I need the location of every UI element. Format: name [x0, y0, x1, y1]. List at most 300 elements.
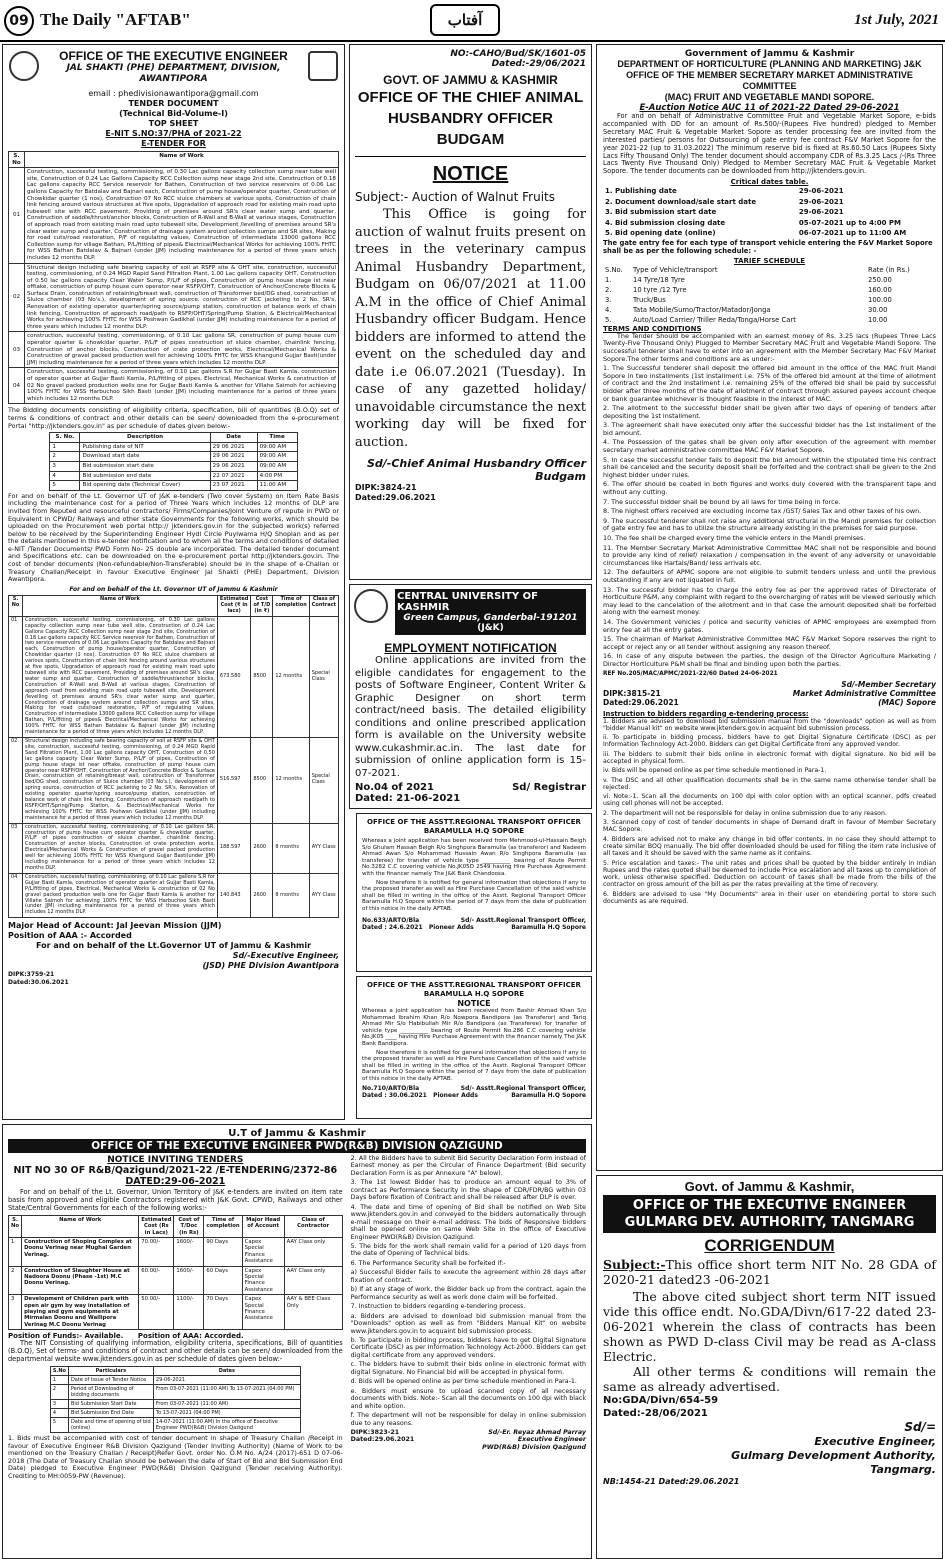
notice-body-2: Now therefore it is notified for general information that objections if any to the proposed transfer as well as Hire Purchase Cancellation of the said vehicle shall be filled in writing in the office of the Asstt. Regional Transport Officer Baramulla H.Q Sopore within the period of 7 days from the date of publication of this notice in the daily AFTAB. [362, 879, 586, 912]
cell: 8500 [251, 737, 273, 823]
term-item: 16. In case of any dispute between the parties, the design of the Director Agriculture Marketing / Director Horticulture P&M shall be final and binding upon both the parties. [603, 652, 936, 668]
cell: 09:00 AM [257, 452, 297, 462]
th: Name of Work [23, 596, 218, 617]
cell: Structural design including safe bearing capacity of soil at RSFP site & OHT site, construction, successful testing, commissioning, of 0.24 MGD Rapid Sand Filtration Plant, 1.00 Lac gallons capacity OHT, Construction of 0.50 lac gallons capacity Clear Water Sump, P/L/F of pipes, Construction of pump house stage ist near offtake, construction of pump house cum operator near RSFP/OHT, Construction of Anchor/Concrete Blocks & Surface Drain, construction of retaining/breast wall, construction of Transformer bed/DG shed, construction of Sluice chamber (03 No's.), development of spring source, construction of RCC jacketing to 2 No. SR's, Renovation of existing operator quarter/spring source/pump station, construction of balance work of chain link fencing, Construction of approach road/path to RSFP/OHT/Spring/Pump Station, & Electrical/Mechanical Works for achieving 100% FHTC for WSS Poshwan Gadikhal (under JJM) including maintenance for a period of three years which includes 12 months DLP. [25, 263, 339, 332]
ref-number: No:GDA/Divn/654-59 [603, 1395, 719, 1406]
university-employment-ad [349, 584, 592, 809]
signatory: Sd/-Chief Animal Husbandry Officer [366, 457, 586, 470]
cell: Truck/Bus [633, 295, 666, 304]
col-name: Name of Work [25, 152, 339, 168]
cell: 01 [9, 616, 23, 737]
terms-title: TERMS AND CONDITIONS [603, 324, 702, 333]
cell: 03 [9, 332, 25, 368]
th: Dates [153, 1366, 300, 1375]
notice-heading: NOTICE [457, 999, 491, 1008]
cell: 8500 [251, 616, 273, 737]
table-row [9, 616, 339, 737]
corrigendum-body: The above cited subject short term NIT issued vide this office endt. No.GDA/Divn/617-22 dated 23-06-2021 wherein the class of contracts has been shown as PWD D-class Civil may be read as A-class Electric. [603, 1289, 936, 1364]
cell: Bid Submission End Date [68, 1408, 153, 1417]
date-row [603, 186, 936, 197]
cell: 4:00 PM [257, 471, 297, 481]
cell: AYY Class [309, 823, 338, 873]
condition-item: 7. Instruction to bidders regarding e-tendering process. [350, 1303, 526, 1311]
notice-number: No.633/ARTO/Bla [362, 916, 420, 924]
notice-number: No.710/ARTO/Bla [362, 1084, 420, 1092]
issue-date: 1st July, 2021 [854, 12, 939, 28]
cell: 01 [9, 168, 25, 263]
instructions-list [603, 718, 936, 906]
cell: 09:00 AM [257, 442, 297, 452]
th: Cost of T/D (in ₹) [251, 596, 273, 617]
table-row [603, 315, 936, 325]
cell: 4. Bid submission closing date [605, 218, 726, 227]
cell: 12 months [273, 616, 309, 737]
office-title: OFFICE OF THE CHIEF ANIMAL HUSBANDRY OFFICER BUDGAM [357, 89, 584, 148]
masthead-logo: آفتاب [430, 4, 500, 36]
instructions-title: Instruction to bidders regarding e-tendering process: [603, 709, 809, 718]
th: S. No [9, 596, 23, 617]
date-row [603, 197, 936, 208]
th: Type of Vehicle/transport [633, 265, 718, 274]
cell: 29 06 2021 [210, 461, 257, 471]
date-row [603, 228, 936, 239]
th: Time of completion [273, 596, 309, 617]
cell: Period of Downloading of bidding documents [68, 1384, 153, 1399]
cell: 1. [605, 275, 612, 284]
cell: AAY Class only [284, 1266, 342, 1295]
ref-number: REF No.205/MAC/APMC/2021-22/60 Dated 24-06-2021 [603, 670, 778, 677]
signatory-place: Tangmarg. [870, 1463, 936, 1476]
cell: 29-06-2021 [798, 208, 844, 217]
th: S. No [9, 1215, 22, 1237]
condition-item: b. To participate in bidding process, bidders have to get Digital Signature Certificate (DSC) as per Information Technology Act-2000. Bidders can get digital certificate from any approved vendors. [350, 1336, 586, 1359]
term-item: 6. The offer should be coated in both figures and works duly covered with the transparent tape and without any cutting. [603, 480, 936, 497]
table-row [603, 305, 936, 315]
cell: AAY Class only [284, 1237, 342, 1266]
paragraph: For and on behalf of the Lt. Governor UT of J&K e-tenders (Two cover System) on Item Rate Basis including the maintenance cost for a period of Three Years which includes 12 months of DLP are invited from Reputed and resourceful contractors/ Firms/Companies/Joint Venture of repute in PWD or Equivalent in CPWD/ Railways and other state Governments for the following works, which should be uploaded on the Procurement web portal http:// jktenders.gov.in for the subjected work(s) referred below to be received by the Superintending Engineer Hydl Circle Puylwama H/Q Shopian and as per the details mentioned in this e-tender notification and to whom all the terms and conditions of detailed e-NIT /Tender Documents/ PWD Form No- 25 double are incorporated. The detailed tender document and Specifications etc. can be downloaded on the e-procurement portal http://jktenders.gov.in. The cost of tender documents (Non-refundable/Non-Transferable) should be in the shape of e-Challan or Treasury Challan/Receipt in favour Executive Engineer Jal Shakti (PHE) Department, Division Awantipora. [8, 491, 339, 584]
table-row [9, 263, 339, 332]
term-item: 2. The allotment to the successful bidder shall be given after two days of opening of tenders after depositing the 1st installment. [603, 404, 936, 420]
behalf-line: For and on behalf of the Lt. Governor UT of Jammu & Kashmir [69, 585, 278, 593]
nit-date: DATED:29-06-2021 [125, 1176, 226, 1187]
table-row [9, 168, 339, 263]
cell: Publishing date of NIT [80, 442, 210, 452]
th: Name of Work [22, 1215, 139, 1237]
cell: 3 [9, 1295, 22, 1330]
cell: 3 [50, 461, 80, 471]
condition-item: d. Bids will be opened online as per time schedule mentioned in Para-1. [350, 1378, 577, 1386]
table-row [50, 1384, 300, 1399]
cell: Capex Special Finance Assistance [242, 1295, 284, 1330]
th: Date [210, 433, 257, 443]
cell: 1 [50, 442, 80, 452]
cell: construction, successful testing, commissioning, of 0.10 Lac gallons SR, construction of pump house cum operator quarter & chowkidar quarter, P/L/F of pipes construction of sluice chamber, chainlink fencing, Construction of anchor blocks, Construction of crate protection works, Electrical/Mechanical Works & Construction of gravel packed production well for achieving 100% FHTC for WSS Khangund Gujjar Basti(under JJM) including maintenance for a period of three years which includes 12 months DLP. [25, 332, 339, 368]
cell: Capex Special Finance Assistance [242, 1237, 284, 1266]
table-row [603, 275, 936, 285]
place: Budgam [535, 470, 586, 483]
email: email : phedivisionawantipora@gmail.com [88, 89, 259, 98]
cell: 90 Days [204, 1237, 242, 1266]
th: Particulars [68, 1366, 153, 1375]
dipk-date: Dated:29.06.2021 [603, 697, 679, 707]
condition-item: a. Bidders are advised to download bid submission manual from the "Downloads" option as well as from "Bidders Manual Kit" on website www.jktenders.gov.in to acquaint bid submission process. [350, 1312, 586, 1335]
term-item: 12. The defaulters of APMC sopore are not eligible to submit tenders unless and until the previous outstanding if any are not liquated in full. [603, 568, 936, 584]
arto-notice-2 [356, 976, 592, 1119]
top-sheet: TOP SHEET [148, 119, 199, 128]
term-item: 7. The successful bidder shall be bound by all laws for time being in force. [603, 497, 841, 506]
th: Time of completion [204, 1215, 242, 1237]
cell: Construction, successful testing, commissioning, of 0.30 Lac gallons capacity collection sump near tube well site, Construction of 0.24 Lac Gallons Capacity RCC Collection sump near stage 2nd site, Construction of 0.18 Lac gallons capacity RCC Service reservoir for Bathen, Construction of two service reservoirs of 0.06 Lac gallons Capacity for Batdalav and Bajnari each, Construction of pump house/operator quarter, Construction of Chowkidar quarter (1 nos), Construction 07 No RCC sluice chambers at various spots, Construction of chain link fencing around various structures at five spots, Upgradation of approach road for existing main road upto tubewell site with RCC pavement, Providing of premises around SR's clear water sump and quarter, Construction of saddle/thrust/anchor blocks, Construction of R-Wall and B-Wall at various stages, Construction of approach road from existing main road upto tubewell site, Development /levelling of premises around SR's clear water sump and quarter, Construction of drainage system around collection sumps and SR sites, Making for road cuts/road restoration, P/F of regulating values, Construction of intermediate 13000 gallons RCC Collection sump for village Bathan, P/L/fitting of pipes& Electrical/Mechanical Works for achieving 100% FHTC for WSS Bathan Batdalav & Bajnari (under JJM) including maintenance for a period of three years which includes 12 months DLP. [25, 168, 339, 263]
cell: Construction, successful testing, commissioning, of 0.10 Lac gallons S.R for Gujjar Basti Kamla, construction of operator quarter at Gujjar Basti Kamla, P/L/fitting of pipes, Electrical, Mechanical Works & construction of 02 No gravel packed production wells one for Gujjar Basti Kamla & another for Villahe Saimoh for achieving 100% FHTC for WSS Harbuchoo Sikh Basti (under JJM) including maintenance for a period of three years which includes 12 months DLP. [23, 873, 218, 917]
nb-number: NB:1454-21 Dated:29.06.2021 [603, 1477, 740, 1486]
term-item: 3. The agreement shall have executed only after the successful bidder has the 1st installment of the bid amount. [603, 421, 936, 437]
dipk-date: Dated:29.06.2021 [350, 1436, 415, 1444]
behalf-line: For and on behalf of the Lt.Governor UT of Jammu & Kashmir [35, 941, 312, 951]
condition-item: f. The department will not be responsible for delay in online submission due to any reasons. [350, 1412, 586, 1427]
cell: 02 [9, 263, 25, 332]
cell: 10 tyre /12 Tyre [633, 285, 687, 294]
cell: Structural design including safe bearing capacity of soil at RSFP site & OHT site, construction, successful testing, commissioning, of 0.24 MGD Rapid Sand Filtration Plant, 1.00 Lac gallons capacity OHT, Construction of 0.50 lac gallons capacity Clear Water Sump, P/L/F of pipes, Construction of pump house stage ist near offtake, construction of pump house cum operator near RSFP/OHT, Construction of Anchor/Concrete Blocks & Surface Drain, construction of retaining/breast wall, construction of Transformer bed/DG shed, construction of Sluice chamber (03 No's.), development of spring source, construction of RCC jacketing to 2 No. SR's, Renovation of existing operator quarter/spring source/pump station, construction of balance work of chain link fencing, Construction of approach road/path to RSFP/OHT/Spring/Pump Station, & Electrical/Mechanical Works for achieving 100% FHTC for WSS Poshwan Gadikhal (under JJM) including maintenance for a period of three years which includes 12 months DLP. [23, 737, 218, 823]
instruction-item: vi. Note:-1. Scan all the documents on 100 dpi with color option with an optical scanner, pdfs created using cell phones will not be accepted. [603, 793, 936, 808]
signatory-office: (JSD) PHE Division Awantipora [202, 961, 339, 971]
instruction-item: 3. Scanned copy of cost of tender documents in shape of Demand draft in favour of Member Secretary MAC Sopore. [603, 819, 936, 834]
cell: 5 [50, 1417, 68, 1432]
dipk-number: DIPK:3823-21 [350, 1428, 400, 1436]
table-row [50, 1375, 300, 1384]
cell: Bid Submission Start Date [68, 1399, 153, 1408]
condition-item: 3. The 1st lowest Bidder has to produce an amount equal to 3% of contract as Performance Security in the shape of CDR/FDR/BG within 03 Days before fixation of Contract and shall be released after DLP is over. [350, 1179, 586, 1202]
cell: 2600 [251, 823, 273, 873]
table-row [50, 481, 297, 491]
table-row [50, 471, 297, 481]
th: Cost of T/Doc (in Rs) [174, 1215, 204, 1237]
cell: 2 [50, 452, 80, 462]
cell: 10.00 [868, 315, 888, 324]
cell: 1 [50, 1375, 68, 1384]
cell: 29-06-2021 [798, 197, 844, 206]
th: S.No [50, 1366, 68, 1375]
cell: Tata Mobile/Sumo/Tractor/Matador/Jonga [633, 305, 771, 314]
cell: 188.597 [217, 823, 250, 873]
term-item: 14. The Government vehicles / police and security vehicles of APMC employees are exempted from entry fee at all the entry gates. [603, 617, 936, 634]
cell: Date of Issue of Tender Notice [68, 1375, 153, 1384]
gov-name: Government of Jammu & Kashmir [684, 49, 855, 59]
paragraph: The NIT Consisting of qualifying information, eligibility criteria, specifications, Bill of quantities (B.O.Q), Set of terms- and conditions of contract and other details can be seen/ downloaded from the departmental website www.jktenders.gov.in as per schedule of dates given below:- [8, 1339, 343, 1364]
pwd-qazigund-nit [2, 1124, 592, 1559]
cell: 30.00 [868, 305, 888, 314]
instruction-item: 1. Bidders are advised to download bid submission manual from the "downloads" option as well as from "bidder Manual kit" on website www.jktenders.gov.in acquaint bid submission process. [603, 717, 936, 732]
right-column [351, 1155, 586, 1483]
cell: 8 months [273, 873, 309, 917]
phe-tender-ad [2, 44, 345, 1120]
cell: Construction of Slaughter House at Nadoora Doonu (Phase -1st) M.C Doonu Verinag. [22, 1266, 139, 1295]
notification-number: No.04 of 2021 [355, 782, 434, 793]
table-row [50, 1408, 300, 1417]
cell: Construction, successful testing, commissioning, of 0.30 Lac gallons capacity collection sump near tube well site, Construction of 0.24 Lac Gallons Capacity RCC Collection sump near stage 2nd site, Construction of 0.18 Lac gallons capacity RCC Service reservoir for Bathen, Construction of two service reservoirs of 0.06 Lac gallons Capacity for Batdalav and Bajnari each, Construction of pump house/operator quarter, Construction of Chowkidar quarter (1 nos), Construction 07 No RCC sluice chambers at various spots, Construction of chain link fencing around various structures at five spots, Upgradation of approach road for existing main road upto tubewell site with RCC pavement, Providing of premises around SR's clear water sump and quarter, Construction of saddle/thrust/anchor blocks, Construction of R-Wall and B-Wall at various stages, Construction of approach road from existing main road upto tubewell site, Development /levelling of premises around SR's clear water sump and quarter, Construction of drainage system around collection sumps and SR sites, Making for road cuts/road restoration, P/F of regulating values, Construction of intermediate 13000 gallons RCC Collection sump for village Bathan, P/L/fitting of pipes& Electrical/Mechanical Works for achieving 100% FHTC for WSS Bathan Batdalav & Bajnari (under JJM) including maintenance for a period of three years which includes 12 months DLP. [23, 616, 218, 737]
cell: 100.00 [868, 295, 892, 304]
arto-notice-1 [356, 813, 592, 972]
dept-name: DEPARTMENT OF HORTICULTURE (PLANNING AND MARKETING) J&K [617, 59, 922, 69]
cell: AAY & BEE Class Only [284, 1295, 342, 1330]
ut-name: U.T of Jammu & Kashmir [228, 1128, 366, 1139]
office-title: OFFICE OF THE ASSTT.REGIONAL TRANSPORT OFFICER BARAMULLA H.Q SOPORE [367, 981, 581, 998]
cell: 60.00/- [139, 1266, 174, 1295]
office-name: OFFICE OF THE MEMBER SECRETARY MARKET ADMINISTRATIVE COMMITTEE [626, 70, 913, 91]
table-row [50, 1417, 300, 1432]
signatory: Sd/-Member Secretary [841, 679, 936, 689]
notification-date: Dated: 21-06-2021 [355, 793, 461, 804]
signatory: Sd/-Er. Reyaz Ahmad Parray [488, 1428, 586, 1436]
cell: 05-07-2021 up to 4:00 PM [798, 218, 902, 227]
aaa-position: Position of AAA: Accorded. [137, 1332, 244, 1341]
cell: 29-06-2021 [153, 1375, 300, 1384]
th: S. No. [50, 433, 80, 443]
gate-fee-line: The gate entry fee for each type of transport vehicle entering the F&V Market Sopore shall be as per the following schedule: - [603, 238, 933, 255]
cell: 3. Bid submission start date [605, 208, 717, 217]
signatory: Sd/ Registrar [512, 782, 586, 793]
cell: 516.597 [217, 737, 250, 823]
instruction-item: 5. Price escalation and taxes:- The unit rates and prices shall be quoted by the bidder entirely in Indian Rupees and the rates quoted shall be deemed to include Price escalation and all taxes up to completion of work, unless otherwise specified. Deduction on account of taxes shall be made from the bills of the contractor on gross amount of the bill as per the rates prevailing at the time of recovery. [603, 859, 936, 889]
dipk-date: Dated:30.06.2021 [8, 978, 69, 986]
university-logo-icon [354, 589, 388, 623]
table-row [603, 285, 936, 295]
nit-heading: NOTICE INVITING TENDERS [107, 1155, 244, 1165]
notice-body: This Office is going for auction of walnut fruits present on trees in the veterinary campus Animal Husbandry Department, Budgam on 06/07/2021 at 11.00 A.M in the office of Chief Animal Husbandry officer Budgam. Hence bidders are informed to attend the event on the scheduled day and date i.e 06.07.2021 (Tuesday). In case of any gazetted holiday/ unavoidable circumstance the next working day will be fixed for auction. [355, 207, 587, 450]
notice-date: Dated : 30.06.2021 [362, 1091, 427, 1099]
schedule-table [49, 432, 297, 491]
table-row [9, 1237, 343, 1266]
cell: 60 Days [204, 1266, 242, 1295]
head-of-account: Major Head of Account: Jal Jeevan Mission (JJM) [8, 921, 222, 931]
instruction-item: 6. Bidders are advised to use "My Documents" area in their user on etendering portal to store such documents as are required. [603, 890, 936, 906]
th: Time [257, 433, 297, 443]
office-title: OFFICE OF THE EXECUTIVE ENGINEER GULMARG DEV. AUTHORITY, TANGMARG [603, 1195, 936, 1233]
notice-date: Dated : 24.6.2021 [362, 923, 423, 931]
cell: 29 06 2021 [210, 452, 257, 462]
cell: Construction, successful testing, commissioning, of 0.10 Lac gallons S.R for Gujjar Basti Kamla, construction of operator quarter at Gujjar Basti Kamla, P/L/fitting of pipes, Electrical, Mechanical Works & construction of 02 No gravel packed production wells one for Gujjar Basti Kamla & another for Villahe Saimoh for achieving 100% FHTC for WSS Harbuchoo Sikh Basti (under JJM) including maintenance for a period of three years which includes 12 months DLP. [25, 368, 339, 404]
paragraph: The Bidding documents consisting of eligibility criteria, specification, bill of quantities (B.O.Q) set of terms & conditions of contract and other details can be seen/ downloaded from the e-procurement Portal "http://jktenders.gov.in" as per schedule of dates given below:- [8, 406, 339, 430]
intro-paragraph: For and on behalf of the Lt. Governor, Union Territory of J&K e-tenders are invited on item rate basis from approved and eligible Contractors registered with J&K Govt. CPWD, Railways and other State/Central Governments for each of the following works:- [8, 1188, 343, 1212]
cell: 2. Document download/sale start date [605, 197, 757, 206]
cell: 11:00 AM [257, 481, 297, 491]
cell: 1100/- [174, 1295, 204, 1330]
cell: Download start date [80, 452, 210, 462]
cell: Development of Children park with open air gym by way installation of playing and gym equipments at Mirmalan Doonu and Wallipora Verinag M.C Doonu Verinag [22, 1295, 139, 1330]
agency: Pioneer Adds [433, 1091, 478, 1099]
signatory-office: PWD(R&B) Division Qazigund [482, 1443, 586, 1451]
cell: 06-07-2021 up to 11:00 AM [798, 229, 907, 238]
notice-body: Whereas a joint application has been received from Mehmood-ul-Hassain Beigh S/o Ghulam Hassan Beigh R/o Singhpora Baramulla (as transferor) and Nadeem Ahmad Awan S/o Mohammad Hussain Awan R/o Singhpora Baramulla (as transferee) for transfer of vehicle type __________ bearing of Route Permit No.3282 C.C covering vehicle No.JK05D 2549 having Hire Purchase Agreement with the financer namely The J&K Bank Chandoosa. [362, 838, 586, 877]
cell: 4. [605, 305, 612, 314]
table-row [9, 332, 339, 368]
term-item: 11. The Member Secretary Market Administrative Committee MAC shall not be responsible and bound to provide any kind of relief/ relaxation / compensation in the event of any adversity or unavoidable circumstances like Hartals/Band/ less arrivals etc. [603, 543, 936, 567]
office-title: OFFICE OF THE ASSTT.REGIONAL TRANSPORT OFFICER BARAMULLA H.Q SOPORE [367, 818, 581, 835]
cell: 160.00 [868, 285, 892, 294]
cell: 23 07 2021 [210, 481, 257, 491]
signature-mark: Sd/= [904, 1420, 936, 1434]
condition-item: b) If at any stage of work, the Bidder back up from the contract, again the Performance security as well as work done claim will be forfeited. [350, 1286, 586, 1301]
cell: 673.580 [217, 616, 250, 737]
cell: 2600 [251, 873, 273, 917]
signatory-office: Market Administrative Committee [792, 688, 936, 698]
corrigendum-body-2: All other terms & conditions will remain the same as already advertised. [603, 1364, 936, 1394]
works-table [8, 1215, 343, 1331]
table-row [9, 873, 339, 917]
page-header [0, 0, 945, 42]
cell: 8 months [273, 823, 309, 873]
campus: Green Campus, Ganderbal-191201 [403, 613, 578, 623]
notice-body-2: Now therefore it is notified for general information that objections if any to the proposed transfer as well as Hire Purchase Cancellation of the said vehicle shall be filled in writing in the office of the Asstt. Regional Transport Officer Baramulla H.Q Sopore within the period of 7 days from the date of publication of this notice in the daily AFTAB. [362, 1049, 586, 1082]
cell: 250.00 [868, 275, 892, 284]
dipk-number: DIPK:3759-21 [8, 971, 55, 979]
cell: 04 [9, 368, 25, 404]
cell: 70.00/- [139, 1237, 174, 1266]
cell: 1. Publishing date [605, 187, 677, 196]
condition-item: 4. The date and time of opening of Bid shall be notified on Web Site www.jktenders.gov.in and conveyed to the bidders automatically through e-mail message on their e-mail address. The bids of Responsive bidders shall be opened online on same Web Site in the office of Executive Engineer PWD(R&B) Division Qazigund. [350, 1203, 586, 1241]
date-row [603, 207, 936, 218]
cell: Bid submission start date [80, 461, 210, 471]
table-row [50, 1399, 300, 1408]
govt-name: GOVT. OF JAMMU & KASHMIR [383, 73, 558, 87]
condition-item: 5. The bids for the work shall remain valid for a period of 120 days from the date of Opening of Technical bids. [350, 1242, 586, 1258]
horticulture-auction-ad [596, 44, 943, 1171]
th: Estimated Cost (₹ in lacs) [217, 596, 250, 617]
cell: Special Class [309, 616, 338, 737]
water-drop-icon [308, 51, 338, 81]
term-item: 15. The chairman of Market Administrative Committee MAC F&V Market Sopore reserves the right to accept or reject any or all tender without assigning any reason thereof. [603, 635, 936, 651]
date-row [603, 218, 936, 229]
instruction-item: 4. Bidders are advised not to make any change in bid offer contents. In no case they should attempt to create similar BOQ manually. The bid offer downloaded should be used for filling the item rate inclusive of all taxes and it should be saved with the same name as it contains. [603, 835, 936, 858]
condition-item: 6. The Performance Security shall be forfeited if:- [350, 1259, 506, 1267]
cell: AYY Class [309, 873, 338, 917]
cell: 2 [50, 1384, 68, 1399]
cell: 4 [50, 471, 80, 481]
cell: 22 07 2021 [210, 471, 257, 481]
dipk-number: DIPK:3815-21 [603, 688, 661, 698]
cell: 3 [50, 1399, 68, 1408]
cell: 3. [605, 295, 612, 304]
cell: 14 Tyre/18 Tyre [633, 275, 685, 284]
ref-date: Dated:-28/06/2021 [603, 1408, 708, 1419]
cell: 02 [9, 737, 23, 823]
left-column [8, 1155, 343, 1483]
notification-title: EMPLOYMENT NOTIFICATION [384, 641, 557, 655]
subject-text: This office short term NIT No. 28 GDA of 2020-21 dated23 -06-2021 [603, 1257, 936, 1287]
table-row [9, 1266, 343, 1295]
funds-position: Position of Funds:- Available. [8, 1332, 124, 1341]
term-item: 1. The Successful tenderer shall deposit the offered bid amount in the office of the MAC fruit Mandi Sopore in two installments (1st installment i.e. 75% of the offered bid amount at the time of allotment of contract and the 2nd installment i.e. remaining 25% of the offered bid shall be paid by successful bidder after three months of the date of allotment of contract through assured payees account cheque or bank guarantee whichever is thought feasible in the interest of MAC. [603, 364, 936, 403]
ad-title: OFFICE OF THE EXECUTIVE ENGINEER [59, 49, 288, 63]
cell: 29-06-2021 [798, 187, 844, 196]
cell: 140.843 [217, 873, 250, 917]
works-cost-table [8, 595, 339, 918]
subject-label: Subject:- [603, 1257, 666, 1272]
term-item: 8. The highest offers received are excluding income tax /GST/ Sales Tax and other taxes of his own. [603, 507, 922, 516]
notice-heading: NOTICE [432, 163, 509, 185]
cell: 09:00 AM [257, 461, 297, 471]
agency: Pioneer Adds [428, 923, 474, 931]
cell: From 03-07-2021 (11:00 AM) [153, 1399, 300, 1408]
paper-name: The Daily "AFTAB" [40, 10, 191, 29]
cell: Bid submission end date [80, 471, 210, 481]
dipk-date: Dated:29.06.2021 [355, 493, 436, 502]
table-row [50, 461, 297, 471]
cell: construction, successful testing, commissioning, of 0.10 Lac gallons SR, construction of pump house cum operator quarter & chowkidar quarter, P/L/F of pipes construction of sluice chamber, chainlink fencing, Construction of anchor blocks, Construction of crate protection works, Electrical/Mechanical Works & Construction of gravel packed production well for achieving 100% FHTC for WSS Khangund Gujjar Basti(under JJM) including maintenance for a period of three years which includes 12 months DLP. [23, 823, 218, 873]
th: Estimated Cost (Rs in Lacs) [139, 1215, 174, 1237]
schedule-table [50, 1366, 301, 1433]
instruction-item: ii. To participate in bidding process, bidders have to get Digital Signature Certificate (DSC) as per Information Technology Act-2000. Bidders can get Digital Certificate from any approved vendor. [603, 734, 936, 749]
cell: Auto/Load Carrier/ Triller Reda/Tonga/Horse Cart [633, 315, 796, 324]
place: Baramulla H.Q Sopore [511, 1091, 586, 1099]
condition-item: 2. All the Bidders have to submit Bid Security Declaration Form instead of Earnest money as per the Circular of Finance Department (Bid security Declaration Form is as per Annexure "A" below). [350, 1155, 586, 1177]
nit-number: NIT NO 30 OF R&B/Qazigund/2021-22 /E-TENDERING/2372-86 [13, 1165, 338, 1176]
etender-label: E-TENDER FOR [141, 139, 206, 148]
cell: 03 [9, 823, 23, 873]
cell: From 03-07-2021 (11:00 AM) To 13-07-2021 (04:00 PM) [153, 1384, 300, 1399]
col-sno: S. No [9, 152, 25, 168]
university-name: CENTRAL UNIVERSITY OF KASHMIR [397, 591, 538, 613]
signatory: Sd/- Asstt.Regional Transport Officer, [460, 1084, 586, 1092]
condition-1: 1. Bids must be accompanied with cost of tender document in shape of Treasury Challan /Receipt in favour of Executive Engineer R&B Division Qazigund (Tender Inviting Authority) (Name of Work to be mentioned on the Treasury Challan / Receipt)Refer Govt. order No. O.M No. A/24 (2017)-651 D 07-06-2018 (The Date of Treasury Challan should be between the date of Start of Bid and Bid Submission End Date) pledged to Executive Engineer PWD(R&B) Division Qazigund (Tender receiving Authority). Crediting to MH:0059-PW (Revenue). [8, 1433, 343, 1480]
cell: 4 [50, 1408, 68, 1417]
nit-number: E-NIT S.NO:37/PHA of 2021-22 [105, 129, 242, 138]
critical-dates-title: Critical dates table. [730, 178, 809, 187]
table-row [50, 452, 297, 462]
instruction-item: iv. Bids will be opened online as per time schedule mentioned in Para-1. [603, 767, 827, 775]
th: Class of Contract [309, 596, 338, 617]
cell: 5. [605, 315, 612, 324]
cell: Special Class [309, 737, 338, 823]
notification-body: Online applications are invited from the eligible candidates for engagement to the posts of Software Engineer, Content Writer & Graphic Designer on short term contract/need basis. The detailed eligibility conditions and online prescribed application form is available on the University website www.cukashmir.ac.in. The last date for submission of online application form is 15-07-2021. [355, 655, 586, 779]
cell: To 13-07-2021 (04:00 PM) [153, 1408, 300, 1417]
auction-notice-no: E-Auction Notice AUC 11 of 2021-22 Dated 29-06-2021 [639, 103, 900, 113]
th: Class of Contractor [284, 1215, 342, 1237]
cell: 04 [9, 873, 23, 917]
animal-husbandry-notice [349, 44, 592, 580]
doc-title: TENDER DOCUMENT [128, 99, 219, 108]
table-row [603, 295, 936, 305]
gov-name: Govt. of Jammu & Kashmir, [684, 1179, 855, 1194]
cell: 12 months [273, 737, 309, 823]
cell: Bid opening date (Technical Cover) [80, 481, 210, 491]
office-title: OFFICE OF THE EXECUTIVE ENGINEER PWD(R&B) DIVISION QAZIGUND [8, 1139, 586, 1153]
cell: Date and time of opening of bid (online) [68, 1417, 153, 1432]
dipk-number: DIPK:3824-21 [355, 483, 417, 492]
instruction-item: iii. The bidders to submit their bids online in electronic format with digital signature. No bid will be accepted in physical form. [603, 750, 936, 765]
state: (J&K) [477, 623, 504, 633]
term-item: 9. The successful tenderer shall not raise any additional structural in the Mandi premises for collection of gate entry fee and has to utilize the structure already existing in the premises for said purpose. [603, 516, 936, 533]
gulmarg-corrigendum [596, 1175, 943, 1559]
cell: 70 Days [204, 1295, 242, 1330]
ref-date: Dated:-29/06/2021 [491, 59, 586, 69]
terms-list [603, 365, 936, 668]
tariff-table [603, 265, 936, 325]
terms-intro: The Tender Should be accompanied with an earnest money of Rs. 3.25 lacs (Rupees Three Lacs Twenty-Five Thousand Only) Plugged to Member Secretary MAC Fruit and Vegetable Mandi Sopore. The successful tenderer shall have to enter into an agreement with the Member Secretary Mac F&V Market Sopore.The other terms and conditions are as under:- [603, 331, 936, 363]
works-table [8, 151, 339, 404]
tariff-title: TARIEF SCHEDULE [733, 256, 806, 265]
signatory-title: Executive Engineer [517, 1436, 586, 1444]
cell: 1600/- [174, 1237, 204, 1266]
signatory: Sd/- Asstt.Regional Transport Officer, [460, 916, 586, 924]
cell: Construction of Shoping Complex at Doonu Verinag near Mughal Garden Verinag. [22, 1237, 139, 1266]
cell: 2 [9, 1266, 22, 1295]
table-row [9, 737, 339, 823]
division-name: AWANTIPORA [139, 74, 208, 84]
dept-name: JAL SHAKTI (PHE) DEPARTMENT, DIVISION, [66, 63, 281, 73]
instruction-item: 2. The department will not be responsible for delay in online submission due to any reason. [603, 809, 887, 817]
table-row [9, 1295, 343, 1330]
mac-name: (MAC) FRUIT AND VEGETABLE MANDI SOPORE. [664, 92, 875, 102]
